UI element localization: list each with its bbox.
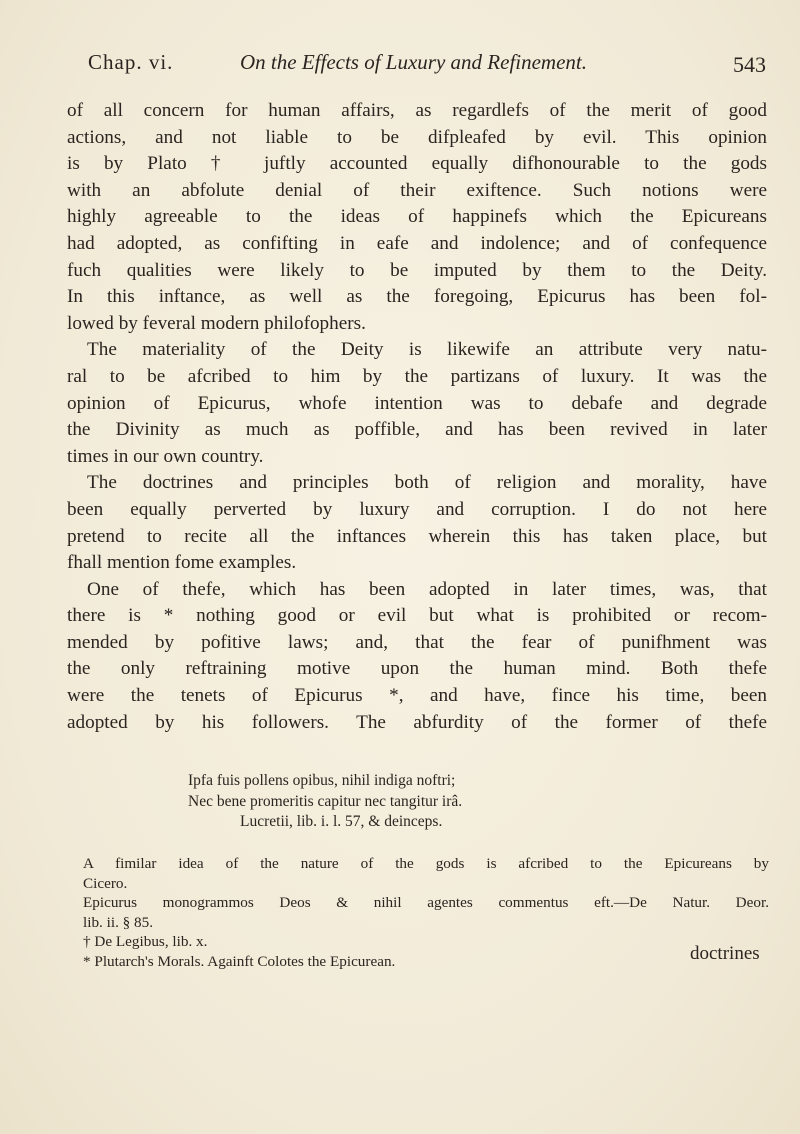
catchword: doctrines	[690, 943, 760, 964]
text-line: mended by pofitive laws; and, that the fear of punifhment was	[67, 631, 767, 653]
text-line: pretend to recite all the inftances wherein this has taken place, but	[67, 525, 767, 547]
quote-line: Nec bene promeritis capitur nec tangitur irâ.	[188, 792, 463, 810]
chapter-label: Chap. vi.	[88, 50, 174, 74]
verse-quotation	[188, 771, 462, 833]
text-line: One of thefe, which has been adopted in later times, was, that	[87, 578, 767, 600]
text-line: actions, and not liable to be difpleafed by evil. This opinion	[67, 126, 767, 148]
text-line: opinion of Epicurus, whofe intention was to debafe and degrade	[67, 392, 767, 414]
text-line: had adopted, as confifting in eafe and indolence; and of confequence	[67, 232, 767, 254]
running-header	[88, 50, 768, 86]
text-line: times in our own country.	[67, 445, 264, 467]
footnote-line: Epicurus monogrammos Deos & nihil agentes commentus eft.—De Natur. Deor.	[83, 894, 769, 912]
footnote-line: Cicero.	[83, 874, 128, 892]
text-line: fhall mention fome examples.	[67, 552, 297, 574]
text-line: lowed by feveral modern philofophers.	[67, 312, 366, 334]
text-line: of all concern for human affairs, as regardlefs of the merit of good	[67, 100, 767, 121]
text-line: been equally perverted by luxury and corruption. I do not here	[67, 498, 767, 520]
footnotes	[83, 854, 769, 972]
text-line: is by Plato † juftly accounted equally difhonourable to the gods	[67, 153, 767, 175]
page-number: 543	[733, 52, 766, 77]
quote-line: Ipfa fuis pollens opibus, nihil indiga noftri;	[188, 772, 456, 789]
footnote-line: lib. ii. § 85.	[83, 913, 154, 931]
footnote-line: † De Legibus, lib. x.	[83, 933, 208, 951]
text-line: adopted by his followers. The abfurdity of the former of thefe	[67, 711, 767, 733]
footnote-line: A fimilar idea of the nature of the gods is afcribed to the Epicureans by	[83, 855, 769, 872]
footnote-line: * Plutarch's Morals. Againft Colotes the Epicurean.	[83, 952, 396, 970]
text-line: were the tenets of Epicurus *, and have, fince his time, been	[67, 685, 767, 707]
text-line: highly agreeable to the ideas of happinefs which the Epicureans	[67, 206, 767, 228]
main-text	[67, 98, 767, 736]
text-line: In this inftance, as well as the foregoing, Epicurus has been fol-	[67, 286, 767, 308]
running-title: On the Effects of Luxury and Refinement.	[240, 50, 588, 74]
text-line: with an abfolute denial of their exiftence. Such notions were	[67, 179, 767, 201]
text-line: fuch qualities were likely to be imputed by them to the Deity.	[67, 259, 767, 281]
text-line: The doctrines and principles both of religion and morality, have	[87, 472, 767, 494]
quote-citation: Lucretii, lib. i. l. 57, & deinceps.	[240, 813, 443, 830]
text-line: ral to be afcribed to him by the partizans of luxury. It was the	[67, 365, 767, 387]
text-line: The materiality of the Deity is likewife an attribute very natu-	[87, 339, 767, 361]
text-line: the only reftraining motive upon the human mind. Both thefe	[67, 658, 767, 680]
text-line: there is * nothing good or evil but what is prohibited or recom-	[67, 605, 767, 627]
text-line: the Divinity as much as poffible, and has been revived in later	[67, 419, 767, 441]
